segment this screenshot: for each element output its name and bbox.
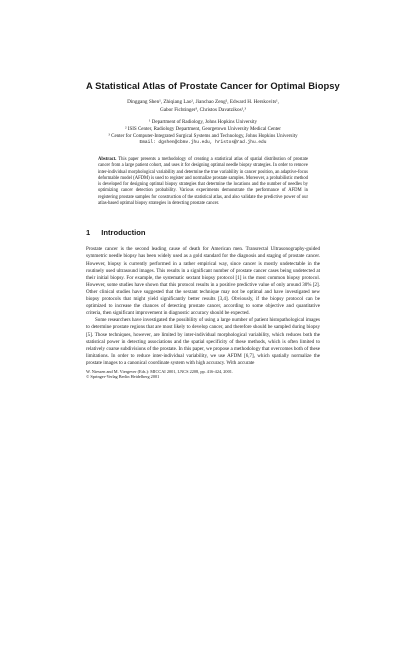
introduction-body — [86, 246, 320, 367]
publication-footer — [86, 369, 320, 380]
authors-line-1: Dinggang Shen¹, Zhiqiang Lao¹, Jianchao Zeng², Edward H. Herskovits¹, — [127, 99, 279, 105]
abstract — [98, 157, 308, 207]
paper-page — [0, 80, 400, 646]
section-heading — [86, 228, 320, 237]
section-number: 1 — [86, 228, 91, 238]
abstract-label: Abstract. — [98, 157, 117, 162]
affiliation-3: ³ Center for Computer-Integrated Surgical Systems and Technology, Johns Hopkins University — [108, 134, 298, 139]
abstract-text: This paper presents a methodology of creating a statistical atlas of spatial distribution of prostate cancer from a large patient cohort, and uses it for designing optimal needle biopsy strategies. In order to remove inter-individual morphological variability and determine the true variability in cancer position, an adaptive-focus deformable model (AFDM) is used to register and normalize prostate samples. Moreover, a probabilistic method is developed for designing optimal biopsy strategies that determine the locations and the number of needles by optimizing cancer detection probability. Various experiments demonstrate the performance of AFDM in registering prostate samples for construction of the statistical atlas, and also validate the predictive power of our atlas-based optimal biopsy strategies in detecting prostate cancer. — [98, 157, 309, 207]
section-title: Introduction — [101, 228, 146, 238]
footer-copyright: © Springer-Verlag Berlin Heidelberg 2001 — [86, 374, 160, 380]
paragraph-2: Some researchers have investigated the possibility of using a large number of patient histopathological images to determine prostate regions that are most likely to develop cancer, and therefore should be sampled during biopsy [5]. Those techniques, however, are limited by inter-individual morphological variability, which reduces both the statistical power in detecting associations and the spatial specificity of these methods, which is often limited to relatively coarse subdivisions of the prostate. In this paper, we propose a methodology that overcomes both of these limitations. In order to reduce inter-individual variability, we use AFDM [6,7], which spatially normalize the prostate images to a canonical coordinate system with high accuracy. With accurate — [86, 317, 320, 366]
author-list — [86, 99, 320, 114]
paper-title: A Statistical Atlas of Prostate Cancer for Optimal Biopsy — [86, 80, 340, 91]
paragraph-1: Prostate cancer is the second leading cause of death for American men. Transrectal Ultrasonography-guided symmetric needle biopsy has been widely used as a gold standard for the diagnosis and staging of prostate cancer. However, biopsy is currently performed in a rather empirical way, since cancer is mostly undetectable in the routinely used ultrasound images. This results in a significant number of prostate cancer cases being undetected at their initial biopsy. For example, the systematic sextant biopsy protocol [1] is the most common biopsy protocol. However, some studies have shown that this protocol results in a positive predictive value of only around 30% [2]. Other clinical studies have suggested that the sextant technique may not be optimal and have investigated new biopsy protocols that might yield significantly better results [3,4]. Obviously, if the biopsy protocol can be optimized to increase the chances of detecting prostate cancer, according to some objective and quantitative criteria, then significant improvement in diagnostic accuracy should be expected. — [86, 246, 320, 317]
footer-citation: W. Niessen and M. Viergever (Eds.): MICCAI 2001, LNCS 2208, pp. 416-424, 2001. — [86, 368, 233, 374]
contact-emails: Email: dgshen@cbmv.jhu.edu, hristos@rad.jhu.edu — [139, 140, 267, 145]
authors-line-2: Gabor Fichtinger³, Christos Davatzikos¹,³ — [159, 106, 247, 113]
affiliation-list — [86, 119, 320, 140]
affiliation-1: ¹ Department of Radiology, Johns Hopkins University — [149, 120, 257, 125]
affiliation-2: ² ISIS Center, Radiology Department, Georgetown University Medical Center — [125, 127, 281, 132]
